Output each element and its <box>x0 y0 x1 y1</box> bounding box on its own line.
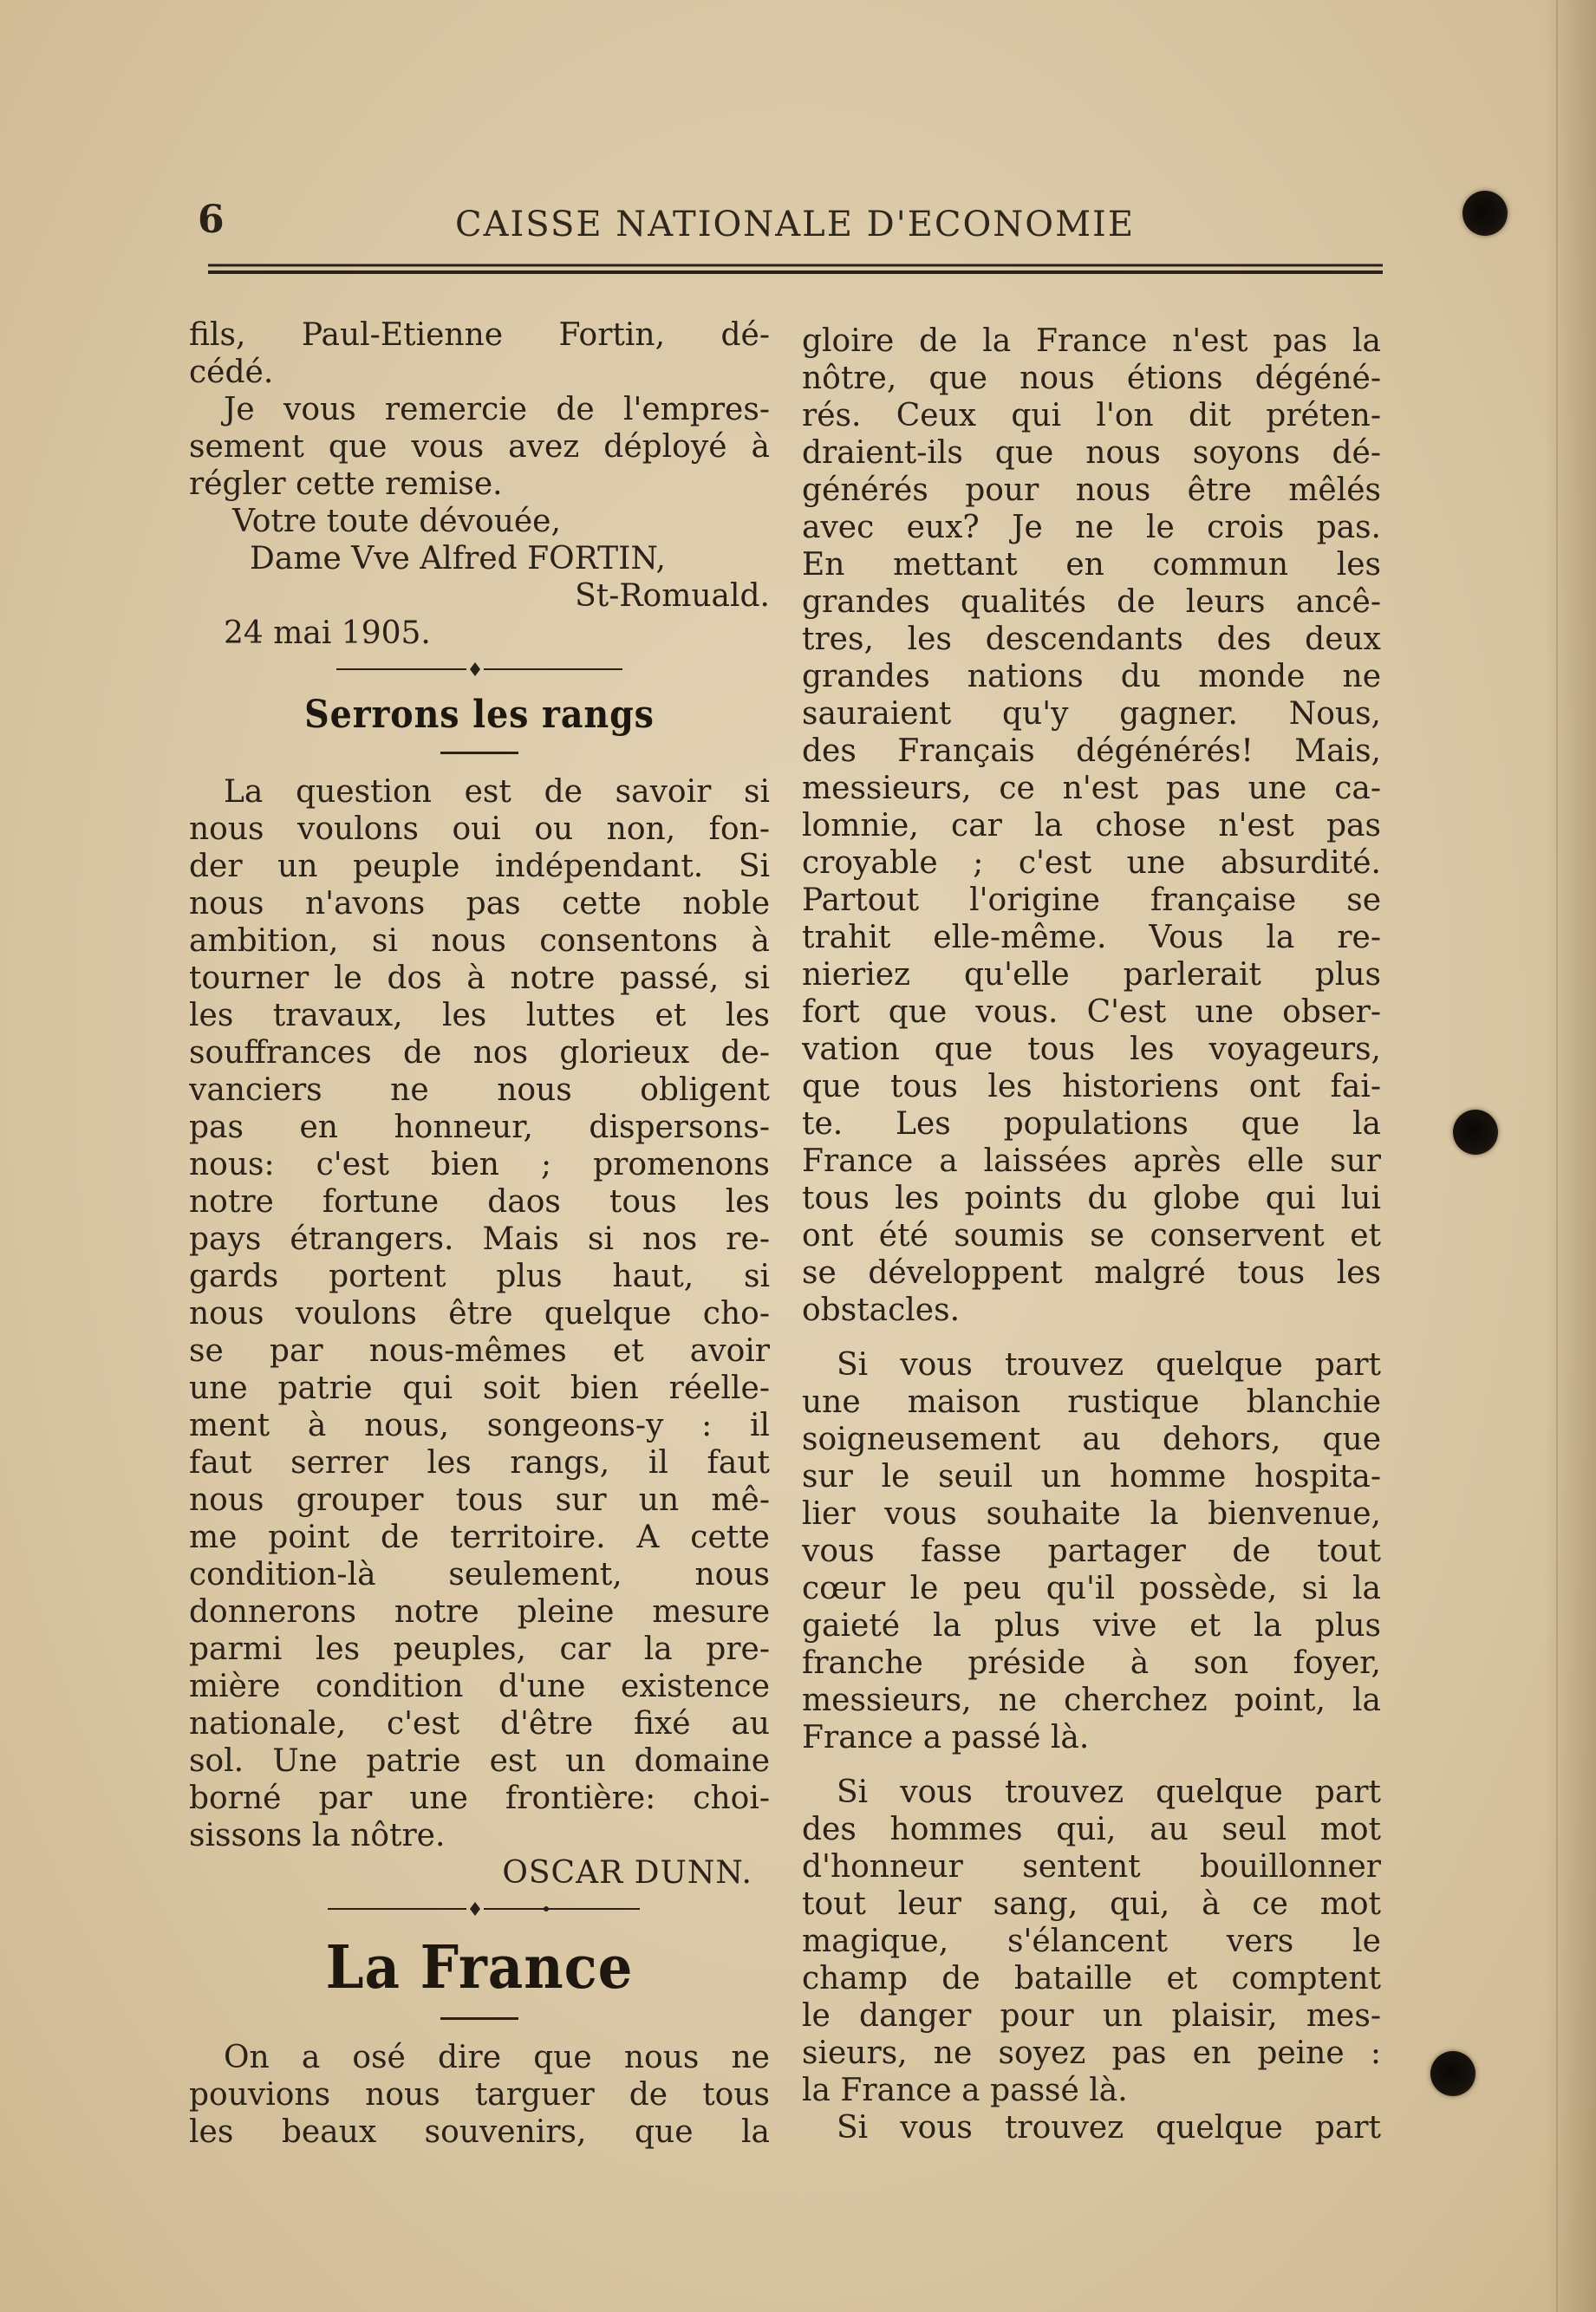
text-line: se développent malgré tous les <box>802 1255 1381 1291</box>
letter-closing: Votre toute dévouée, <box>232 504 561 539</box>
article-body-la-france <box>189 2039 770 2151</box>
text-line: lomnie, car la chose n'est pas <box>802 808 1381 843</box>
header-double-rule <box>208 262 1383 277</box>
text-line: France a laissées après elle sur <box>802 1143 1381 1179</box>
text-line: nous grouper tous sur un mê- <box>189 1482 770 1518</box>
text-line: des Français dégénérés! Mais, <box>802 733 1381 769</box>
text-line: tous les points du globe qui lui <box>802 1181 1381 1216</box>
text-line: nous n'avons pas cette noble <box>189 886 770 922</box>
text-line: pays étrangers. Mais si nos re- <box>189 1221 770 1257</box>
text-line: franche préside à son foyer, <box>802 1645 1381 1681</box>
text-line: pouvions nous targuer de tous <box>189 2077 770 2113</box>
article-title-serrons: Serrons les rangs <box>304 693 655 737</box>
text-line: fort que vous. C'est une obser- <box>802 994 1381 1030</box>
title-underline <box>440 752 518 754</box>
text-line: sur le seuil un homme hospita- <box>802 1459 1381 1495</box>
text-line: tourner le dos à notre passé, si <box>189 961 770 996</box>
text-line: gloire de la France n'est pas la <box>802 323 1381 359</box>
text-line: Si vous trouvez quelque part <box>837 1347 1381 1383</box>
letter-signer: Dame Vve Alfred FORTIN, <box>250 541 666 576</box>
text-line: donnerons notre pleine mesure <box>189 1594 770 1630</box>
paragraph <box>802 2109 1381 2146</box>
text-line: nationale, c'est d'être fixé au <box>189 1706 770 1742</box>
punch-hole-top <box>1462 191 1508 236</box>
text-line: pas en honneur, dispersons- <box>189 1110 770 1145</box>
text-line: faut serrer les rangs, il faut <box>189 1445 770 1481</box>
text-line: une patrie qui soit bien réelle- <box>189 1371 770 1406</box>
text-line: France a passé là. <box>802 1720 1090 1755</box>
text-line: fils, Paul-Etienne Fortin, dé- <box>189 317 770 353</box>
text-line: Si vous trouvez quelque part <box>837 1775 1381 1810</box>
text-line: La question est de savoir si <box>224 774 770 810</box>
text-line: Je vous remercie de l'empres- <box>224 392 770 427</box>
text-line: le danger pour un plaisir, mes- <box>802 1998 1381 2034</box>
text-line: d'honneur sentent bouillonner <box>802 1849 1381 1885</box>
text-line: En mettant en commun les <box>802 547 1381 583</box>
text-line: trahit elle-même. Vous la re- <box>802 920 1381 955</box>
text-line: grandes nations du monde ne <box>802 659 1381 694</box>
text-line: messieurs, ce n'est pas une ca- <box>802 771 1381 806</box>
text-line: sement que vous avez déployé à <box>189 429 770 465</box>
article-title-la-france: La France <box>325 1933 634 2003</box>
text-line: ment à nous, songeons-y : il <box>189 1408 770 1443</box>
text-line: les beaux souvenirs, que la <box>189 2114 770 2150</box>
text-line: les travaux, les luttes et les <box>189 998 770 1033</box>
text-line: der un peuple indépendant. Si <box>189 849 770 884</box>
right-column <box>802 322 1381 2146</box>
text-line: cédé. <box>189 355 274 390</box>
text-line: générés pour nous être mêlés <box>802 472 1381 508</box>
text-line: Si vous trouvez quelque part <box>837 2110 1381 2146</box>
text-line: nous: c'est bien ; promenons <box>189 1147 770 1182</box>
text-line: condition-là seulement, nous <box>189 1557 770 1592</box>
ornament-divider <box>189 1898 770 1920</box>
text-line: messieurs, ne cherchez point, la <box>802 1683 1381 1718</box>
text-line: notre fortune daos tous les <box>189 1184 770 1220</box>
text-line: des hommes qui, au seul mot <box>802 1812 1381 1847</box>
ornament-divider <box>189 658 770 681</box>
text-line: gaieté la plus vive et la plus <box>802 1608 1381 1644</box>
title-underline <box>440 2017 518 2020</box>
text-line: champ de bataille et comptent <box>802 1961 1381 1996</box>
text-line: te. Les populations que la <box>802 1106 1381 1142</box>
text-line: rés. Ceux qui l'on dit préten- <box>802 398 1381 433</box>
text-line: draient-ils que nous soyons dé- <box>802 435 1381 471</box>
text-line: me point de territoire. A cette <box>189 1520 770 1555</box>
letter-date: 24 mai 1905. <box>224 615 431 651</box>
text-line: nous voulons oui ou non, fon- <box>189 811 770 847</box>
text-line: tres, les descendants des deux <box>802 622 1381 657</box>
author-signature: OSCAR DUNN. <box>502 1855 752 1891</box>
text-line: grandes qualités de leurs ancê- <box>802 584 1381 620</box>
text-line: sissons la nôtre. <box>189 1818 446 1853</box>
text-line: ont été soumis se conservent et <box>802 1218 1381 1254</box>
running-title: CAISSE NATIONALE D'ECONOMIE <box>455 205 1136 244</box>
paragraph <box>802 322 1381 1329</box>
text-line: lier vous souhaite la bienvenue, <box>802 1496 1381 1532</box>
paragraph <box>802 1774 1381 2109</box>
text-line: magique, s'élancent vers le <box>802 1924 1381 1959</box>
text-line: On a osé dire que nous ne <box>224 2040 770 2075</box>
text-line: soigneusement au dehors, que <box>802 1422 1381 1457</box>
text-line: Partout l'origine française se <box>802 882 1381 918</box>
text-line: la France a passé là. <box>802 2073 1128 2108</box>
text-line: tout leur sang, qui, à ce mot <box>802 1886 1381 1922</box>
article-body-serrons <box>189 773 770 1854</box>
text-line: croyable ; c'est une absurdité. <box>802 845 1381 881</box>
page-number: 6 <box>198 198 225 242</box>
text-line: nous voulons être quelque cho- <box>189 1296 770 1332</box>
text-line: souffrances de nos glorieux de- <box>189 1035 770 1071</box>
punch-hole-bottom <box>1430 2051 1475 2096</box>
text-line: une maison rustique blanchie <box>802 1384 1381 1420</box>
text-line: nieriez qu'elle parlerait plus <box>802 957 1381 993</box>
text-line: se par nous-mêmes et avoir <box>189 1333 770 1369</box>
page-edge-shadow <box>1544 0 1596 2312</box>
left-column <box>189 316 770 2151</box>
text-line: borné par une frontière: choi- <box>189 1781 770 1816</box>
text-line: sauraient qu'y gagner. Nous, <box>802 696 1381 732</box>
page-fold-line <box>1556 0 1558 2312</box>
text-line: sieurs, ne soyez pas en peine : <box>802 2035 1381 2071</box>
text-line: nôtre, que nous étions dégéné- <box>802 361 1381 396</box>
text-line: vous fasse partager de tout <box>802 1534 1381 1569</box>
text-line: que tous les historiens ont fai- <box>802 1069 1381 1104</box>
text-line: ambition, si nous consentons à <box>189 923 770 959</box>
text-line: sol. Une patrie est un domaine <box>189 1743 770 1779</box>
letter-place: St-Romuald. <box>575 578 770 614</box>
punch-hole-middle <box>1453 1110 1498 1155</box>
text-line: régler cette remise. <box>189 466 503 502</box>
text-line: vanciers ne nous obligent <box>189 1072 770 1108</box>
text-line: mière condition d'une existence <box>189 1669 770 1704</box>
text-line: gards portent plus haut, si <box>189 1259 770 1294</box>
text-line: cœur le peu qu'il possède, si la <box>802 1571 1381 1606</box>
text-line: avec eux? Je ne le crois pas. <box>802 510 1381 545</box>
text-line: obstacles. <box>802 1293 961 1328</box>
paragraph <box>802 1346 1381 1756</box>
text-line: vation que tous les voyageurs, <box>802 1032 1381 1067</box>
text-line: parmi les peuples, car la pre- <box>189 1631 770 1667</box>
